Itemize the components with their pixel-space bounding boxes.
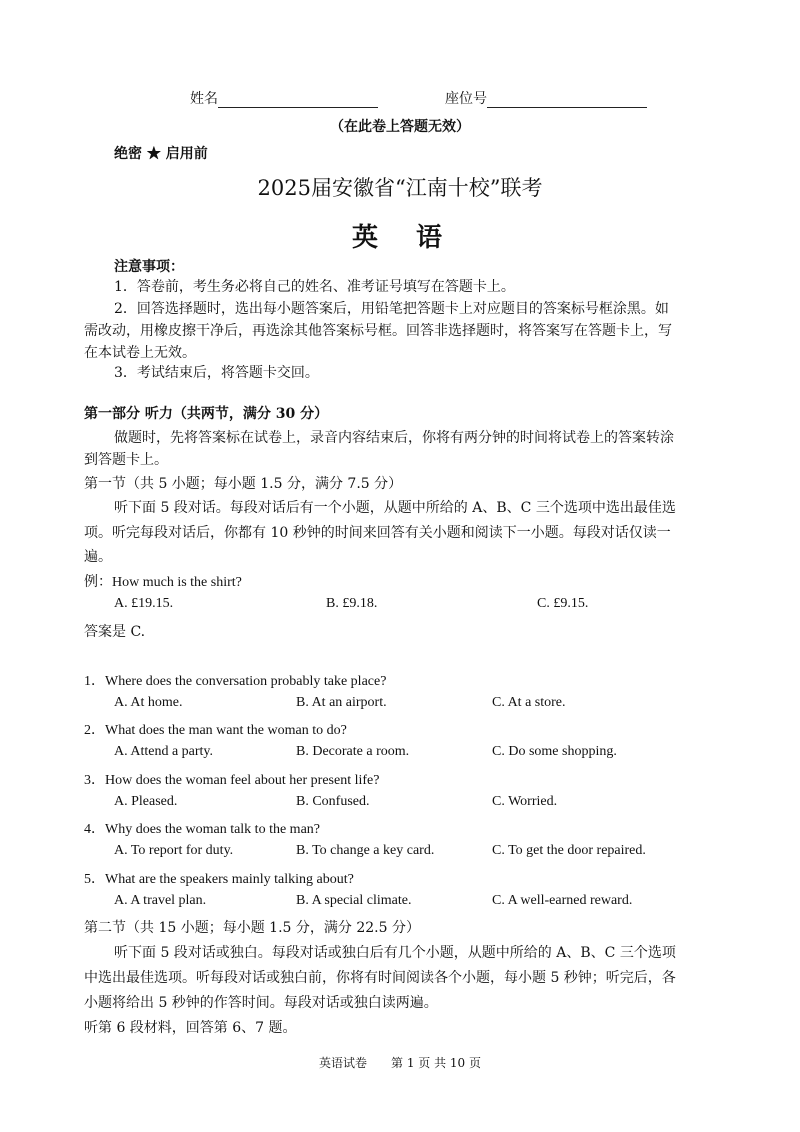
question-4-option-a: A. To report for duty.: [114, 843, 234, 858]
question-2-option-c: C. Do some shopping.: [492, 744, 617, 759]
question-2-option-b: B. Decorate a room.: [296, 744, 410, 759]
example-option-c: C. £9.15.: [537, 596, 589, 611]
seat-blank-line: [487, 93, 647, 108]
question-3-option-b: B. Confused.: [296, 794, 370, 809]
seat-label: 座位号: [445, 91, 487, 107]
part1-heading: 第一部分 听力（共两节，满分 30 分）: [84, 406, 329, 422]
example-answer: 答案是 C.: [84, 624, 146, 640]
notice-item-3: 3．考试结束后，将答题卡交回。: [114, 365, 319, 381]
part1-intro-line-2: 到答题卡上。: [84, 452, 168, 468]
name-blank-line: [218, 93, 378, 108]
notice-item-2-line-3: 在本试卷上无效。: [84, 345, 196, 361]
section1-line-2: 项。听完每段对话后，你都有 10 秒钟的时间来回答有关小题和阅读下一小题。每段对话仅读一: [84, 525, 671, 541]
notice-item-2-line-1: 2．回答选择题时，选出每小题答案后，用铅笔把答题卡上对应题目的答案标号框涂黑。如: [114, 301, 669, 317]
section2-line-4: 听第 6 段材料，回答第 6、7 题。: [84, 1020, 297, 1036]
section1-line-3: 遍。: [84, 549, 112, 565]
seat-field: [445, 88, 647, 108]
notice-item-1: 1．答卷前，考生务必将自己的姓名、准考证号填写在答题卡上。: [114, 279, 515, 295]
name-field: [190, 88, 378, 108]
question-2-option-a: A. Attend a party.: [114, 744, 214, 759]
question-1-option-b: B. At an airport.: [296, 695, 387, 710]
question-5: 5．What are the speakers mainly talking about?: [84, 872, 354, 887]
section2-line-1: 听下面 5 段对话或独白。每段对话或独白后有几个小题，从题中所给的 A、B、C 三个选项: [114, 945, 676, 961]
question-5-option-b: B. A special climate.: [296, 893, 412, 908]
exam-title: 2025届安徽省“江南十校”联考: [257, 176, 543, 200]
page-footer: 英语试卷 第 1 页 共 10 页: [319, 1056, 481, 1070]
question-2: 2．What does the man want the woman to do?: [84, 723, 347, 738]
notice-heading: 注意事项：: [114, 259, 184, 275]
notice-item-2-line-2: 需改动，用橡皮擦干净后，再选涂其他答案标号框。回答非选择题时，将答案写在答题卡上，写: [84, 323, 672, 339]
question-3-option-c: C. Worried.: [492, 794, 558, 809]
question-4-option-b: B. To change a key card.: [296, 843, 435, 858]
example-option-b: B. £9.18.: [326, 596, 378, 611]
question-4-option-c: C. To get the door repaired.: [492, 843, 646, 858]
question-5-option-a: A. A travel plan.: [114, 893, 207, 908]
example-option-a: A. £19.15.: [114, 596, 174, 611]
section2-line-3: 小题将给出 5 秒钟的作答时间。每段对话或独白读两遍。: [84, 995, 438, 1011]
subject-title: 英 语: [351, 223, 448, 253]
question-5-option-c: C. A well-earned reward.: [492, 893, 633, 908]
question-1-option-a: A. At home.: [114, 695, 183, 710]
question-3: 3．How does the woman feel about her present life?: [84, 773, 380, 788]
example-question: 例：How much is the shirt?: [84, 575, 242, 590]
section1-line-1: 听下面 5 段对话。每段对话后有一个小题，从题中所给的 A、B、C 三个选项中选出最佳选: [114, 500, 676, 516]
secret-mark: 绝密 ★ 启用前: [114, 146, 208, 162]
part1-intro-line-1: 做题时，先将答案标在试卷上，录音内容结束后，你将有两分钟的时间将试卷上的答案转涂: [114, 430, 674, 446]
invalid-note: （在此卷上答题无效）: [330, 119, 470, 135]
question-1-option-c: C. At a store.: [492, 695, 566, 710]
section1-heading: 第一节（共 5 小题；每小题 1.5 分，满分 7.5 分）: [84, 476, 403, 492]
section2-line-2: 中选出最佳选项。听每段对话或独白前，你将有时间阅读各个小题，每小题 5 秒钟；听完后，各: [84, 970, 676, 986]
name-label: 姓名: [190, 91, 218, 107]
question-4: 4．Why does the woman talk to the man?: [84, 822, 320, 837]
question-1: 1．Where does the conversation probably take place?: [84, 674, 387, 689]
section2-heading: 第二节（共 15 小题；每小题 1.5 分，满分 22.5 分）: [84, 920, 420, 936]
question-3-option-a: A. Pleased.: [114, 794, 178, 809]
